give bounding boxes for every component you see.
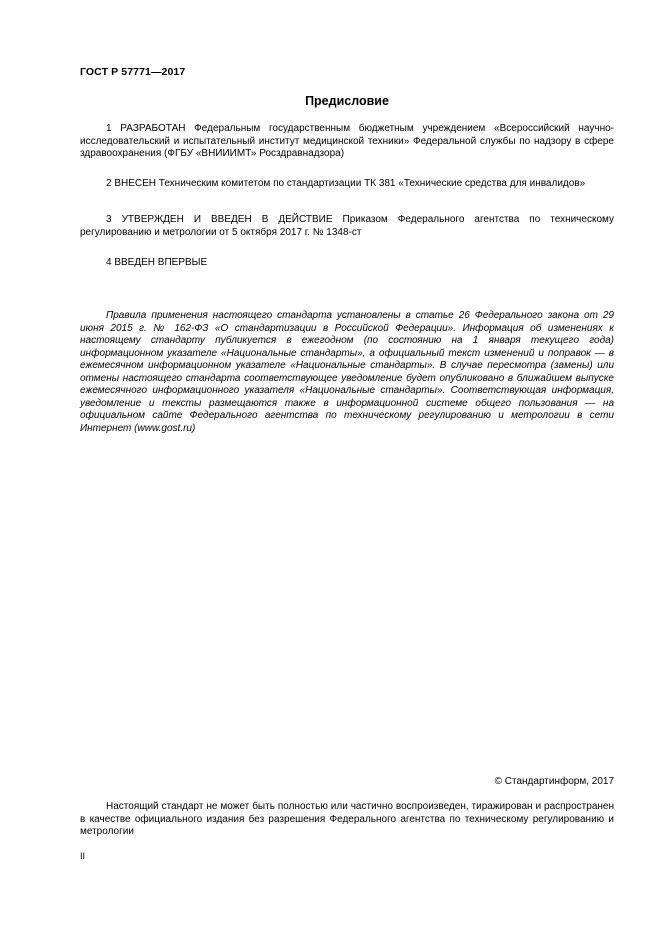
page-number: II <box>80 851 86 861</box>
application-rules-notice: Правила применения настоящего стандарта установлены в статье 26 Федерального закона от 29 июня 2015 г. № 162-ФЗ «О стандартизации в Российской Федерации». Информация об изменениях к настоящему стандарту публикуется в ежегодном (по состоянию на 1 января текущего года) информационном указателе «Национальные стандарты», а официальный текст изменений и поправок — в ежемесячном информационном указателе «Национальные стандарты». В случае пересмотра (замены) или отмены настоящего стандарта соответствующее уведомление будет опубликовано в ближайшем выпуске ежемесячного информационного указателя «Национальные стандарты». Соответствующая информация, уведомление и тексты размещаются также в информационной системе общего пользования — на официальном сайте Федерального агентства по техническому регулированию и метрологии в сети Интернет (www.gost.ru) <box>80 310 614 434</box>
foreword-item-developed: 1 РАЗРАБОТАН Федеральным государственным бюджетным учреждением «Всероссийский научно-исследовательский и испытательный институт медицинской техники» Федеральной службы по надзору в сфере здравоохранения (ФГБУ «ВНИИИМТ» Росздравнадзора) <box>80 123 614 159</box>
reproduction-restriction-note: Настоящий стандарт не может быть полностью или частично воспроизведен, тиражирован и распространен в качестве официального издания без разрешения Федерального агентства по техническому регулированию и метрологии <box>80 801 614 837</box>
foreword-item-introduced: 4 ВВЕДЕН ВПЕРВЫЕ <box>106 257 208 268</box>
page-title: Предисловие <box>305 94 389 108</box>
foreword-item-approved: 3 УТВЕРЖДЕН И ВВЕДЕН В ДЕЙСТВИЕ Приказом Федерального агентства по техническому регулированию и метрологии от 5 октября 2017 г. № 1348-ст <box>80 214 614 238</box>
copyright-line: © Стандартинформ, 2017 <box>494 776 614 787</box>
standard-code: ГОСТ Р 57771—2017 <box>80 66 186 78</box>
foreword-item-submitted: 2 ВНЕСЕН Техническим комитетом по стандартизации ТК 381 «Технические средства для инвалидов» <box>106 178 586 189</box>
